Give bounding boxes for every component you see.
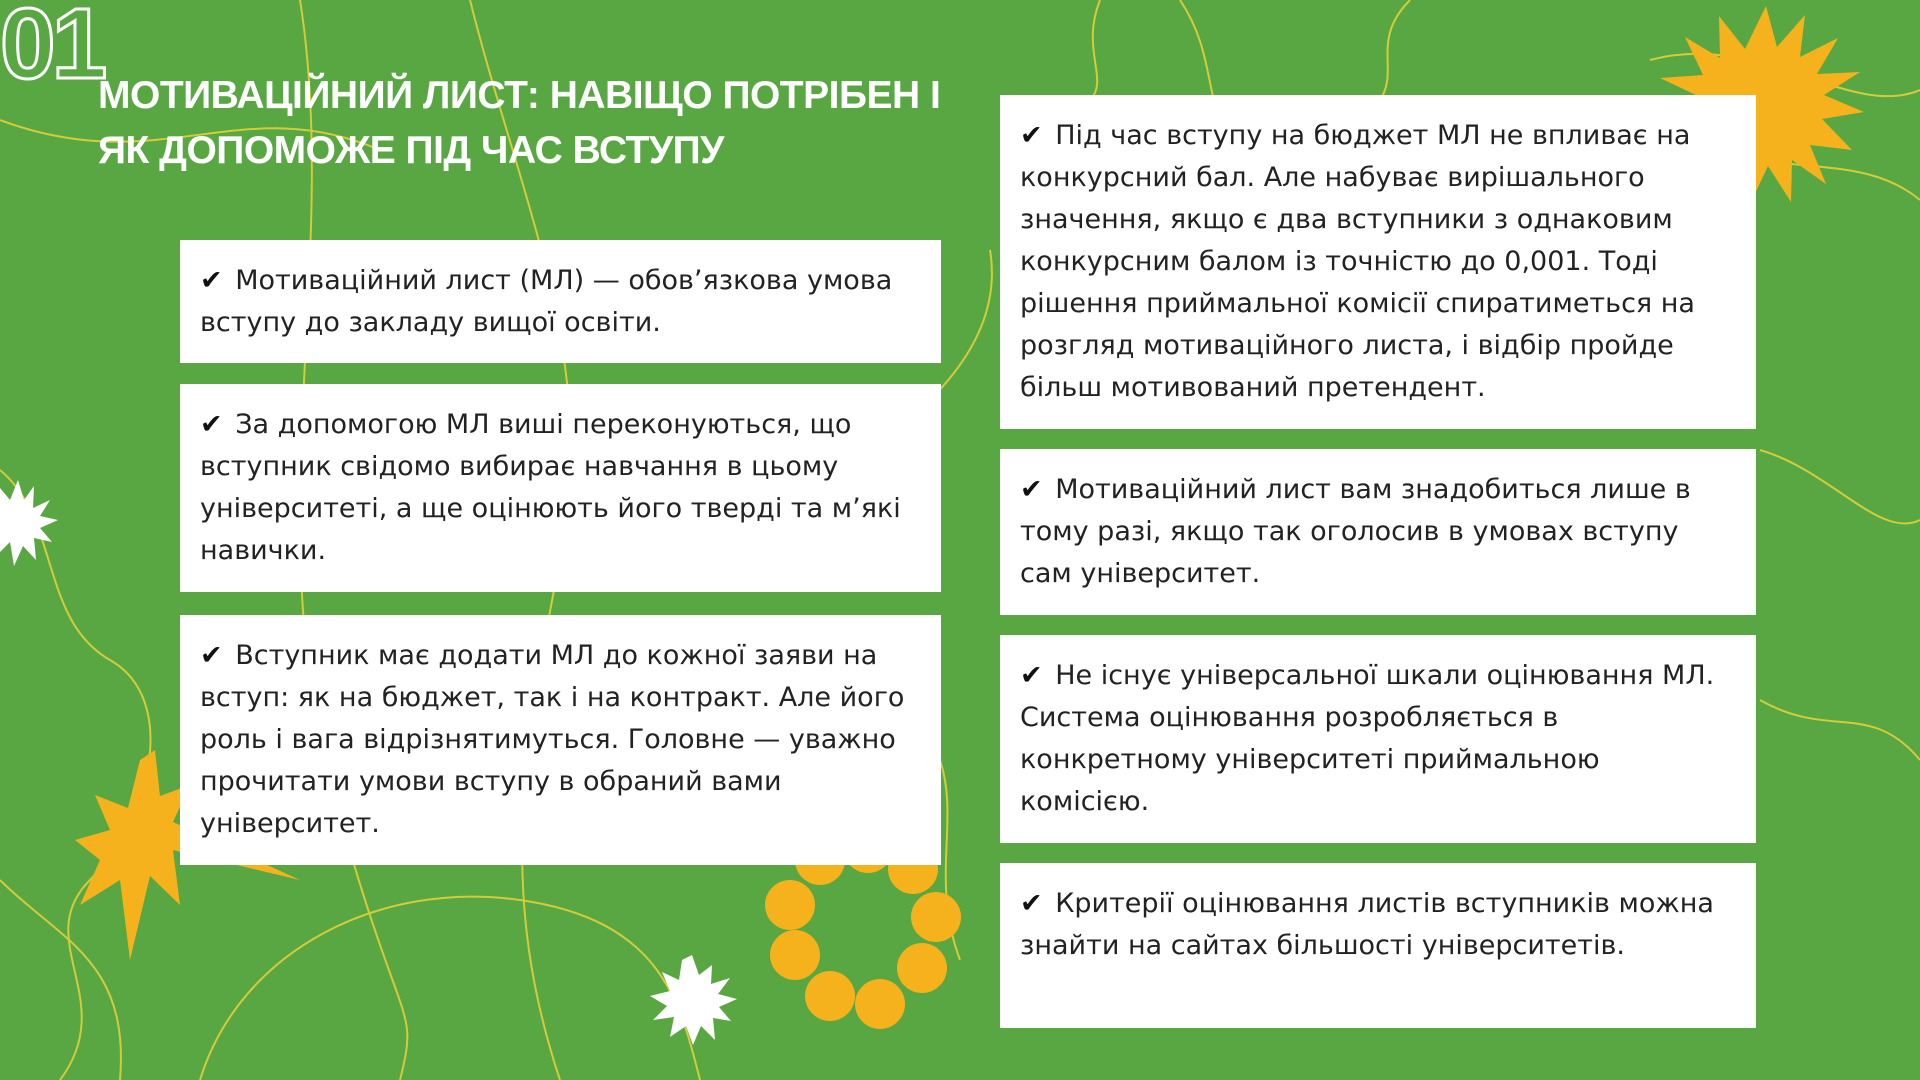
- info-card-4: [1000, 95, 1756, 429]
- checkmark-icon: ✔: [1020, 660, 1043, 691]
- page-title: МОТИВАЦІЙНИЙ ЛИСТ: НАВІЩО ПОТРІБЕН І ЯК ДОПОМОЖЕ ПІД ЧАС ВСТУПУ: [98, 74, 941, 172]
- info-card-1: [180, 240, 941, 363]
- info-card-6: [1000, 635, 1756, 843]
- info-card-text: Не існує універсальної шкали оцінювання МЛ. Система оцінювання розробляється в конкретному університеті приймальною комісією.: [1020, 660, 1715, 817]
- checkmark-icon: ✔: [200, 265, 223, 296]
- info-card-text: Вступник має додати МЛ до кожної заяви на вступ: як на бюджет, так і на контракт. Але його роль і вага відрізнятимуться. Головне — уважно прочитати умови вступу в обраний вами університет.: [200, 640, 905, 839]
- info-card-text: Під час вступу на бюджет МЛ не впливає на конкурсний бал. Але набуває вирішального значення, якщо є два вступники з однаковим конкурсним балом із точністю до 0,001. Тоді рішення приймальної комісії спиратиметься на розгляд мотиваційного листа, і відбір пройде більш мотивований претендент.: [1020, 120, 1695, 403]
- checkmark-icon: ✔: [1020, 474, 1043, 505]
- info-card-2: [180, 384, 941, 592]
- checkmark-icon: ✔: [200, 640, 223, 671]
- checkmark-icon: ✔: [1020, 120, 1043, 151]
- starburst-white-bottom: [650, 955, 737, 1045]
- info-card-3: [180, 615, 941, 865]
- info-card-text: Мотиваційний лист вам знадобиться лише в тому разі, якщо так оголосив в умовах вступу сам університет.: [1020, 474, 1691, 589]
- slide-number: 01: [0, 0, 104, 100]
- info-card-text: Критерії оцінювання листів вступників можна знайти на сайтах більшості університетів.: [1020, 888, 1714, 961]
- info-card-text: За допомогою МЛ виші переконуються, що вступник свідомо вибирає навчання в цьому університеті, а ще оцінюють його тверді та м’які навички.: [200, 409, 901, 566]
- starburst-white-left: [0, 480, 58, 566]
- info-card-text: Мотиваційний лист (МЛ) — обов’язкова умова вступу до закладу вищої освіти.: [200, 265, 893, 338]
- checkmark-icon: ✔: [1020, 888, 1043, 919]
- checkmark-icon: ✔: [200, 409, 223, 440]
- info-card-5: [1000, 449, 1756, 615]
- info-card-7: [1000, 863, 1756, 1028]
